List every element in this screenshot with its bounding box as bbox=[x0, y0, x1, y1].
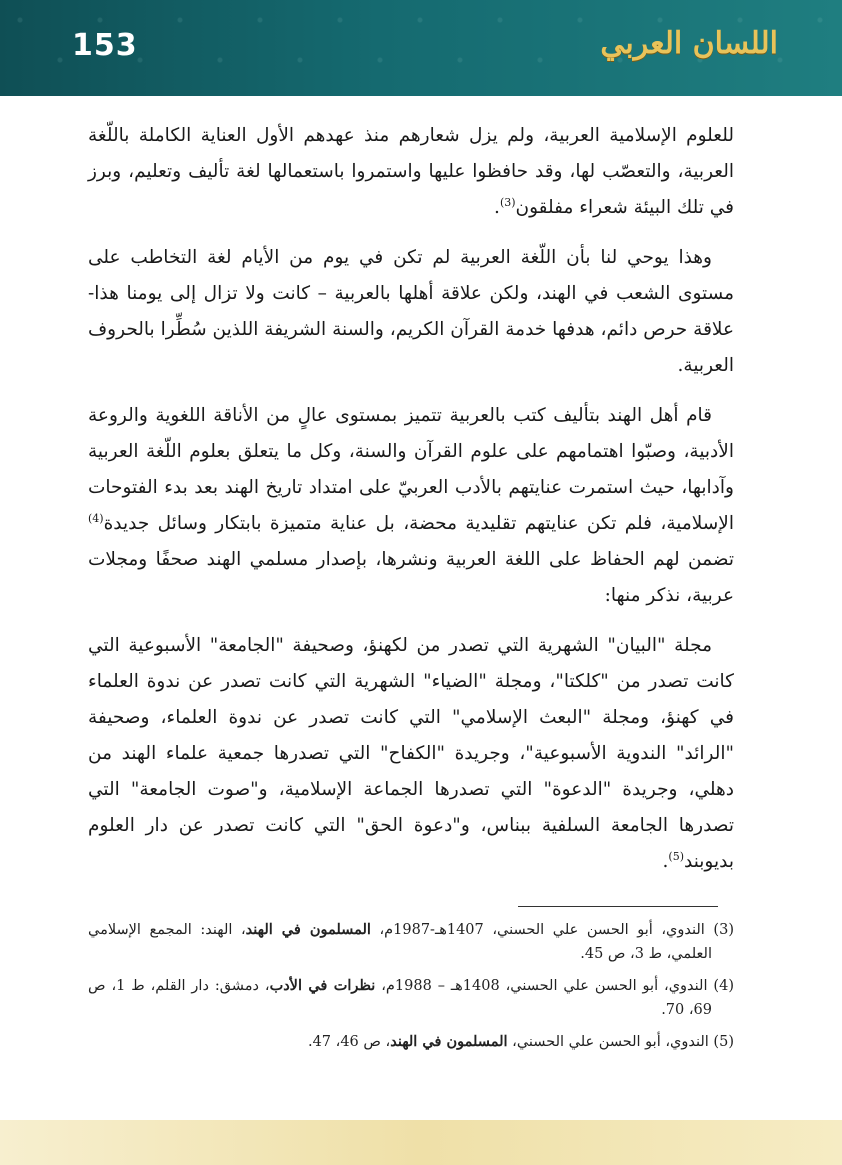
page-footer-band bbox=[0, 1120, 842, 1165]
footnote-3: (3) الندوي، أبو الحسن علي الحسني، 1407هـ-1987م، المسلمون في الهند، الهند: المجمع الإسلامي العلمي، ط 3، ص 45. bbox=[88, 921, 734, 962]
page-number: 153 bbox=[72, 28, 138, 63]
footnote-5: (5) الندوي، أبو الحسن علي الحسني، المسلمون في الهند، ص 46، 47. bbox=[307, 1033, 734, 1050]
paragraph-2: وهذا يوحي لنا بأن اللّغة العربية لم تكن في يوم من الأيام لغة التخاطب على مستوى الشعب في الهند، ولكن علاقة أهلها بالعربية – كانت ولا تزال إلى يومنا هذا- علاقة حرص دائم، هدفها خدمة القرآن الكريم، والسنة الشريفة اللذين سُطِّرا بالحروف العربية. bbox=[88, 247, 734, 376]
footnote-ref: (5) bbox=[668, 849, 684, 863]
footnotes bbox=[88, 918, 734, 1062]
page-header bbox=[0, 0, 842, 96]
paragraph-3: قام أهل الهند بتأليف كتب بالعربية تتميز بمستوى عالٍ من الأناقة اللغوية والروعة الأدبية، وصبّوا اهتمامهم على علوم القرآن والسنة، وكل ما يتعلق بعلوم اللّغة العربية وآدابها، حيث استمرت عنايتهم بالأدب العربيّ على امتداد تاريخ الهند بعد بدء الفتوحات الإسلامية، فلم تكن عنايتهم تقليدية محضة، بل عناية متميزة بابتكار وسائل جديدة$^{(4)}$ تضمن لهم الحفاظ على اللغة العربية ونشرها، بإصدار مسلمي الهند صحفًا ومجلات عربية، نذكر منها: bbox=[88, 405, 734, 606]
footnote-4: (4) الندوي، أبو الحسن علي الحسني، 1408هـ – 1988م، نظرات في الأدب، دمشق: دار القلم، ط 1، ص 69، 70. bbox=[88, 977, 734, 1018]
paragraph-4: مجلة "البيان" الشهرية التي تصدر من لكهنؤ، وصحيفة "الجامعة" الأسبوعية التي كانت تصدر من "كلكتا"، ومجلة "الضياء" الشهرية التي كانت تصدر عن ندوة العلماء في كهنؤ، ومجلة "البعث الإسلامي" التي كانت تصدر عن ندوة العلماء، وصحيفة "الرائد" الندوية الأسبوعية"، وجريدة "الكفاح" التي تصدرها جمعية علماء الهند من دهلي، وجريدة "الدعوة" التي تصدرها الجماعة الإسلامية، و"صوت الجامعة" التي تصدرها الجامعة السلفية ببناس، و"دعوة الحق" التي كانت تصدر عن دار العلوم بديوبند$^{(5)}$. bbox=[88, 635, 734, 872]
journal-logo: اللسان العربي bbox=[600, 26, 778, 61]
footnote-divider bbox=[518, 906, 718, 907]
paragraph-1: للعلوم الإسلامية العربية، ولم يزل شعارهم منذ عهدهم الأول العناية الكاملة باللّغة العربية، والتعصّب لها، وقد حافظوا عليها واستمروا باستعمالها لغة تأليف وتعليم، وبرز في تلك البيئة شعراء مفلقون$^{(3)}$. bbox=[88, 125, 734, 218]
footnote-ref: (4) bbox=[88, 511, 104, 525]
footnote-ref: (3) bbox=[499, 195, 516, 209]
article-body bbox=[88, 118, 734, 894]
